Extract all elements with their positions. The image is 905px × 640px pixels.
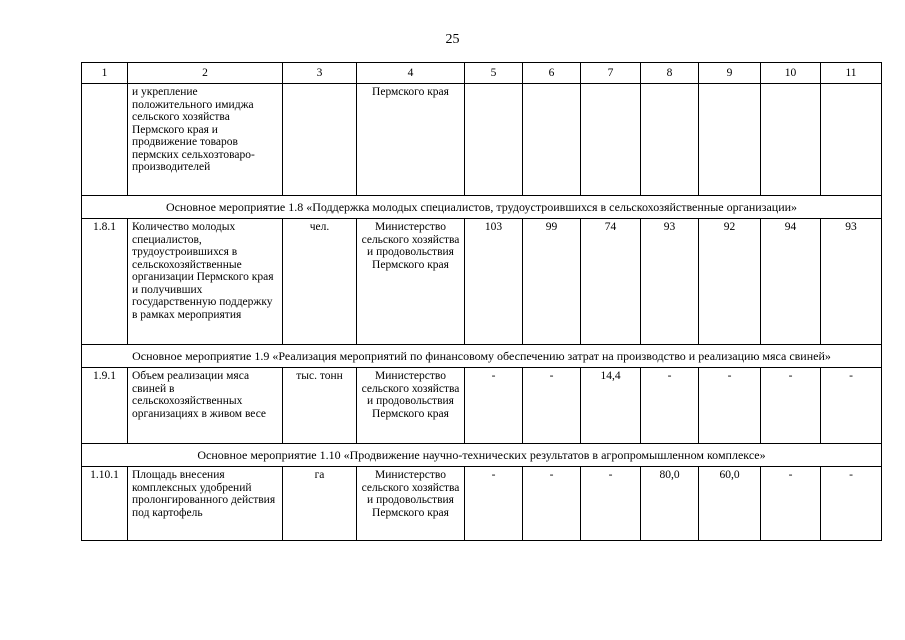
- value-cell: -: [821, 368, 882, 444]
- indicators-table: [81, 62, 882, 541]
- row-number-cell: 1.8.1: [82, 219, 128, 345]
- value-cell: 74: [581, 219, 641, 345]
- value-cell: -: [761, 467, 821, 541]
- section-title: Основное мероприятие 1.8 «Поддержка молодых специалистов, трудоустроившихся в сельскохозяйственные организации»: [82, 196, 882, 219]
- section-title: Основное мероприятие 1.10 «Продвижение научно-технических результатов в агропромышленном комплексе»: [82, 444, 882, 467]
- section-title-row: [82, 196, 882, 219]
- column-header: 5: [465, 63, 523, 84]
- row-number-cell: 1.10.1: [82, 467, 128, 541]
- value-cell: 94: [761, 219, 821, 345]
- executor-cell: Министерство сельского хозяйства и продовольствия Пермского края: [357, 368, 465, 444]
- value-cell: -: [465, 368, 523, 444]
- indicator-row: [82, 467, 882, 541]
- column-header: 9: [699, 63, 761, 84]
- section-title-row: [82, 345, 882, 368]
- unit-cell: га: [283, 467, 357, 541]
- value-cell: -: [523, 368, 581, 444]
- row-number-cell: 1.9.1: [82, 368, 128, 444]
- value-cell: -: [465, 467, 523, 541]
- value-cell: 99: [523, 219, 581, 345]
- column-header: 4: [357, 63, 465, 84]
- unit-cell: тыс. тонн: [283, 368, 357, 444]
- value-cell: 93: [641, 219, 699, 345]
- value-cell: -: [699, 368, 761, 444]
- column-header: 1: [82, 63, 128, 84]
- value-cell: [581, 84, 641, 196]
- column-header: 8: [641, 63, 699, 84]
- value-cell: 60,0: [699, 467, 761, 541]
- value-cell: -: [761, 368, 821, 444]
- executor-cell: Министерство сельского хозяйства и продовольствия Пермского края: [357, 219, 465, 345]
- indicator-name-cell: и укрепление положительного имиджа сельского хозяйства Пермского края и продвижение товаров пермских сельхозтоваро-производителей: [128, 84, 283, 196]
- page-number: 25: [445, 32, 460, 47]
- row-number-cell: [82, 84, 128, 196]
- continuation-row: [82, 84, 882, 196]
- indicator-name-cell: Количество молодых специалистов, трудоустроившихся в сельскохозяйственные организации Пермского края и получивших государственную поддержку в рамках мероприятия: [128, 219, 283, 345]
- value-cell: 92: [699, 219, 761, 345]
- value-cell: [523, 84, 581, 196]
- column-header: 3: [283, 63, 357, 84]
- column-header: 6: [523, 63, 581, 84]
- value-cell: -: [821, 467, 882, 541]
- indicator-name-cell: Площадь внесения комплексных удобрений пролонгированного действия под картофель: [128, 467, 283, 541]
- unit-cell: [283, 84, 357, 196]
- value-cell: [465, 84, 523, 196]
- value-cell: [761, 84, 821, 196]
- column-header: 2: [128, 63, 283, 84]
- unit-cell: чел.: [283, 219, 357, 345]
- value-cell: [821, 84, 882, 196]
- value-cell: 14,4: [581, 368, 641, 444]
- value-cell: 103: [465, 219, 523, 345]
- indicator-row: [82, 219, 882, 345]
- executor-cell: Пермского края: [357, 84, 465, 196]
- value-cell: 80,0: [641, 467, 699, 541]
- value-cell: -: [523, 467, 581, 541]
- executor-cell: Министерство сельского хозяйства и продовольствия Пермского края: [357, 467, 465, 541]
- column-header: 10: [761, 63, 821, 84]
- value-cell: [641, 84, 699, 196]
- header-row: [82, 63, 882, 84]
- value-cell: -: [641, 368, 699, 444]
- value-cell: [699, 84, 761, 196]
- section-title: Основное мероприятие 1.9 «Реализация мероприятий по финансовому обеспечению затрат на производство и реализацию мяса свиней»: [82, 345, 882, 368]
- indicator-row: [82, 368, 882, 444]
- indicator-name-cell: Объем реализации мяса свиней в сельскохозяйственных организациях в живом весе: [128, 368, 283, 444]
- column-header: 11: [821, 63, 882, 84]
- section-title-row: [82, 444, 882, 467]
- column-header: 7: [581, 63, 641, 84]
- value-cell: -: [581, 467, 641, 541]
- value-cell: 93: [821, 219, 882, 345]
